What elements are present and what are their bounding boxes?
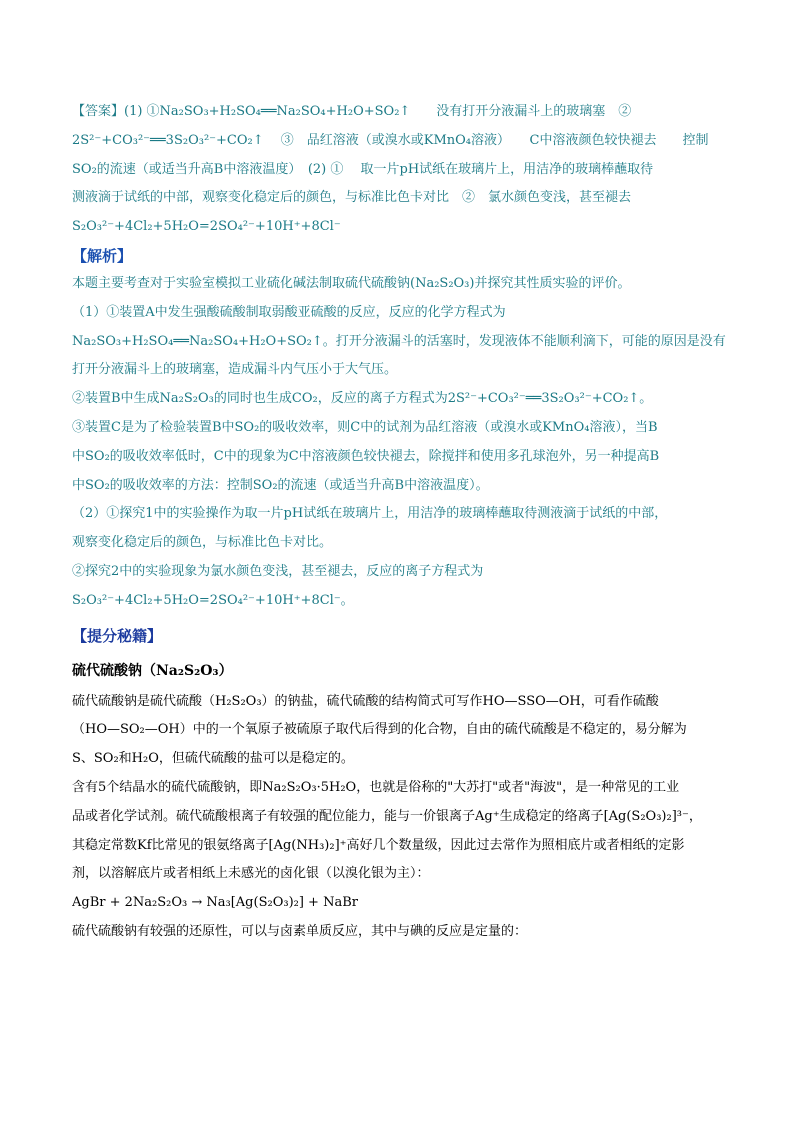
analysis-line: 中SO₂的吸收效率的方法：控制SO₂的流速（或适当升高B中溶液温度）。 bbox=[72, 477, 489, 493]
analysis-line: ②探究2中的实验现象为氯水颜色变浅，甚至褪去，反应的离子方程式为 bbox=[72, 563, 484, 579]
analysis-line: ②装置B中生成Na₂S₂O₃的同时也生成CO₂，反应的离子方程式为2S²⁻+CO₃²⁻══3S₂O₃²⁻+CO₂↑。 bbox=[72, 391, 653, 407]
tips-line: 含有5个结晶水的硫代硫酸钠，即Na₂S₂O₃·5H₂O，也就是俗称的"大苏打"或者"海波"，是一种常见的工业 bbox=[72, 779, 680, 795]
analysis-line: 中SO₂的吸收效率低时，C中的现象为C中溶液颜色较快褪去，除搅拌和使用多孔球泡外，另一种提高B bbox=[72, 448, 660, 464]
analysis-line: ③装置C是为了检验装置B中SO₂的吸收效率，则C中的试剂为品红溶液（或溴水或KMnO₄溶液），当B bbox=[72, 419, 658, 435]
answer-line: SO₂的流速（或适当升高B中溶液温度） (2) ① 取一片pH试纸在玻璃片上，用洁净的玻璃棒蘸取待 bbox=[72, 161, 654, 177]
tips-line: 硫代硫酸钠有较强的还原性，可以与卤素单质反应，其中与碘的反应是定量的： bbox=[72, 923, 528, 939]
tips-line: 品或者化学试剂。硫代硫酸根离子有较强的配位能力，能与一价银离子Ag⁺生成稳定的络离子[Ag(S₂O₃)₂]³⁻， bbox=[72, 808, 702, 824]
tips-line: 硫代硫酸钠是硫代硫酸（H₂S₂O₃）的钠盐，硫代硫酸的结构简式可写作HO—SSO—OH，可看作硫酸 bbox=[72, 693, 659, 709]
analysis-line: （1）①装置A中发生强酸硫酸制取弱酸亚硫酸的反应，反应的化学方程式为 bbox=[72, 304, 506, 320]
analysis-line: 观察变化稳定后的颜色，与标准比色卡对比。 bbox=[72, 535, 333, 551]
analysis-line: S₂O₃²⁻+4Cl₂+5H₂O=2SO₄²⁻+10H⁺+8Cl⁻。 bbox=[72, 592, 354, 608]
tips-line: （HO—SO₂—OH）中的一个氧原子被硫原子取代后得到的化合物，自由的硫代硫酸是不稳定的，易分解为 bbox=[72, 722, 687, 738]
tips-heading: 【提分秘籍】 bbox=[72, 626, 163, 645]
analysis-heading: 【解析】 bbox=[72, 246, 133, 265]
answer-line: S₂O₃²⁻+4Cl₂+5H₂O=2SO₄²⁻+10H⁺+8Cl⁻ bbox=[72, 219, 341, 235]
answer-line: 测液滴于试纸的中部，观察变化稳定后的颜色，与标准比色卡对比 ② 氯水颜色变浅，甚至褪去 bbox=[72, 190, 632, 206]
tips-line: AgBr + 2Na₂S₂O₃ → Na₃[Ag(S₂O₃)₂] + NaBr bbox=[72, 895, 358, 911]
tips-line: S、SO₂和H₂O，但硫代硫酸的盐可以是稳定的。 bbox=[72, 751, 354, 767]
analysis-line: （2）①探究1中的实验操作为取一片pH试纸在玻璃片上，用洁净的玻璃棒蘸取待测液滴于试纸的中部， bbox=[72, 506, 668, 522]
answer-block bbox=[72, 98, 732, 242]
tips-subheading: 硫代硫酸钠（Na₂S₂O₃） bbox=[72, 662, 233, 679]
analysis-line: Na₂SO₃+H₂SO₄══Na₂SO₄+H₂O+SO₂↑。打开分液漏斗的活塞时，发现液体不能顺利滴下，可能的原因是没有 bbox=[72, 333, 726, 349]
answer-line: 【答案】(1) ①Na₂SO₃+H₂SO₄══Na₂SO₄+H₂O+SO₂↑ 没有打开分液漏斗上的玻璃塞 ② bbox=[72, 104, 632, 119]
document-content bbox=[72, 98, 732, 947]
analysis-line: 本题主要考查对于实验室模拟工业硫化碱法制取硫代硫酸钠(Na₂S₂O₃)并探究其性质实验的评价。 bbox=[72, 275, 631, 291]
tips-line: 剂，以溶解底片或者相纸上未感光的卤化银（以溴化银为主）： bbox=[72, 866, 430, 882]
tips-line: 其稳定常数Kf比常见的银氨络离子[Ag(NH₃)₂]⁺高好几个数量级，因此过去常作为照相底片或者相纸的定影 bbox=[72, 837, 685, 853]
analysis-block bbox=[72, 270, 732, 616]
tips-block bbox=[72, 688, 732, 947]
answer-line: 2S²⁻+CO₃²⁻══3S₂O₃²⁻+CO₂↑ ③ 品红溶液（或溴水或KMnO₄溶液） C中溶液颜色较快褪去 控制 bbox=[72, 132, 709, 148]
analysis-line: 打开分液漏斗上的玻璃塞，造成漏斗内气压小于大气压。 bbox=[72, 362, 398, 378]
